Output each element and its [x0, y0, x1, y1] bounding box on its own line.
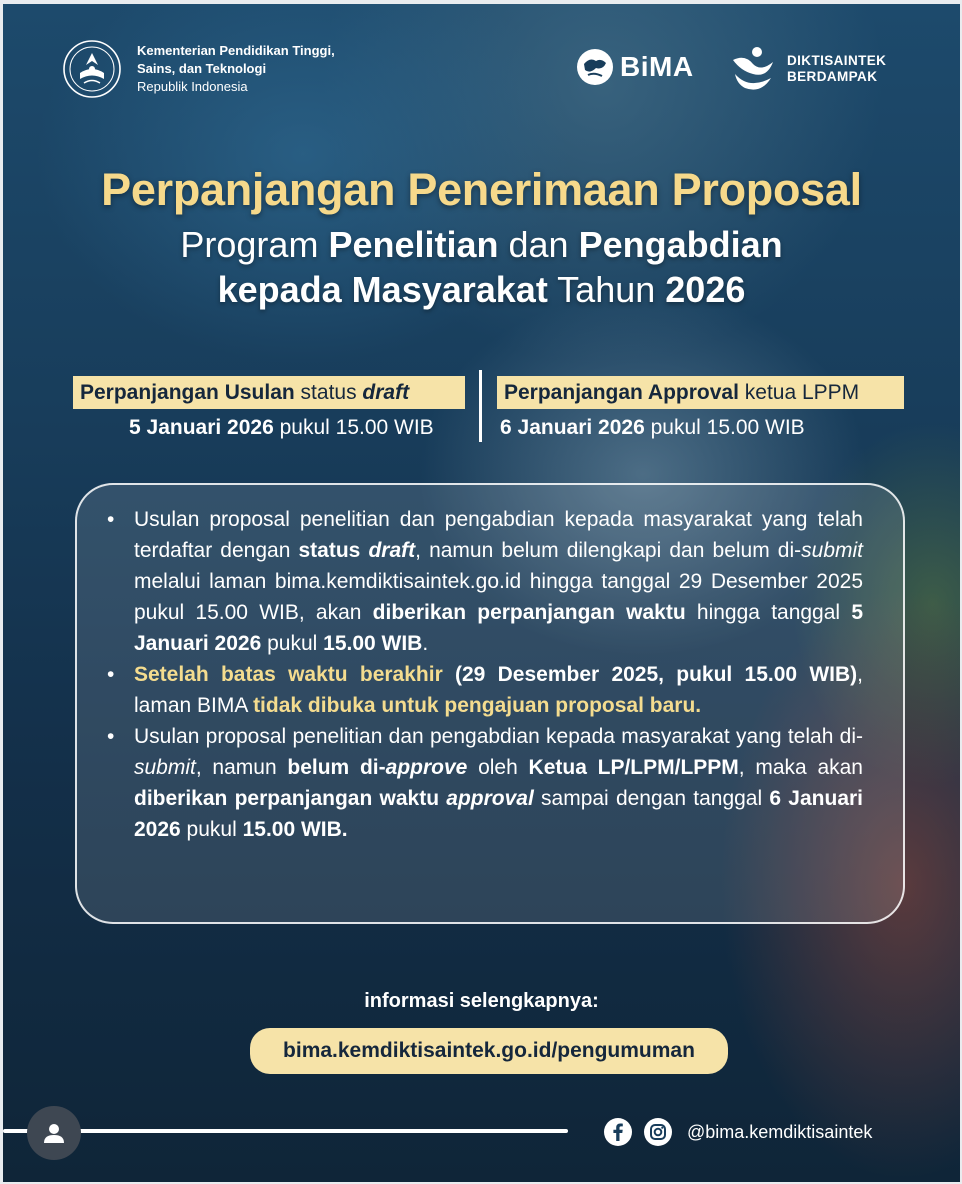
- more-info-label: informasi selengkapnya:: [364, 990, 599, 1012]
- b3-text-6: pukul: [180, 818, 243, 841]
- dikti-line-1: DIKTISAINTEK: [787, 53, 887, 68]
- sub1-c: dan: [498, 224, 579, 265]
- ministry-line-2: Sains, dan Teknologi: [137, 61, 267, 76]
- b3-text-3: oleh: [467, 756, 529, 779]
- globe-icon: [576, 48, 614, 86]
- sub1-d: Pengabdian: [578, 224, 783, 265]
- bima-logo: [576, 48, 694, 86]
- b1-time: 15.00 WIB: [323, 632, 423, 655]
- usulan-date-normal: pukul 15.00 WIB: [273, 416, 434, 439]
- social-handle[interactable]: @bima.kemdiktisaintek: [687, 1121, 873, 1142]
- usulan-extension-date: [129, 416, 434, 440]
- user-profile-button[interactable]: [27, 1106, 81, 1160]
- b3-ketua: Ketua LP/LPM/LPPM: [528, 756, 739, 779]
- usulan-date-bold: 5 Januari 2026: [129, 416, 274, 439]
- sub2-b: Tahun: [547, 269, 666, 310]
- page-title: Perpanjangan Penerimaan Proposal: [101, 164, 862, 215]
- ministry-line-3: Republik Indonesia: [137, 79, 248, 94]
- tut-wuri-handayani-emblem-icon: [62, 39, 122, 99]
- diktisaintek-logo: [727, 44, 886, 94]
- user-icon: [43, 1122, 65, 1144]
- vertical-divider: [479, 370, 482, 442]
- b1-text-5: pukul: [261, 632, 324, 655]
- instagram-icon[interactable]: [643, 1117, 673, 1147]
- b1-submit: submit: [801, 539, 864, 562]
- ministry-name: [137, 42, 335, 96]
- facebook-icon[interactable]: [603, 1117, 633, 1147]
- b2-text: , laman BIMA: [134, 663, 864, 717]
- usulan-label-bold: Perpanjangan Usulan: [80, 381, 295, 404]
- sub1-a: Program: [180, 224, 329, 265]
- video-progress-bar[interactable]: [3, 1129, 568, 1133]
- b1-draft: draft: [368, 539, 416, 562]
- approval-label-bold: Perpanjangan Approval: [504, 381, 739, 404]
- b1-period: .: [422, 632, 429, 655]
- announcement-poster: [3, 4, 960, 1182]
- approval-date-normal: pukul 15.00 WIB: [644, 416, 805, 439]
- ministry-line-1: Kementerian Pendidikan Tinggi,: [137, 43, 335, 58]
- diktisaintek-text: [787, 53, 886, 85]
- bullet-item-2: [107, 659, 863, 721]
- usulan-label-normal: status: [294, 381, 363, 404]
- bima-brand-text: BiMA: [620, 51, 694, 82]
- dikti-line-2: BERDAMPAK: [787, 69, 878, 84]
- subtitle-line-1: [3, 224, 960, 266]
- approval-label-normal: ketua LPPM: [738, 381, 860, 404]
- b3-submit: submit: [134, 756, 196, 779]
- info-bullets: [107, 504, 863, 845]
- b3-date: 6 Januari 2026: [134, 787, 863, 841]
- sub2-a: kepada Masyarakat: [217, 269, 548, 310]
- b3-time: 15.00 WIB.: [242, 818, 348, 841]
- b3-text: Usulan proposal penelitian dan pengabdian kepada masyarakat yang telah di-: [134, 725, 863, 748]
- b1-text-3: melalui laman bima.kemdiktisaintek.go.id hingga tanggal 29 Desember 2025 pukul 15.00 WIB, akan: [134, 570, 863, 624]
- b1-text-2: , namun belum dilengkapi dan belum di-: [415, 539, 802, 562]
- subtitle-line-2: [3, 269, 960, 311]
- sub2-c: 2026: [665, 269, 746, 310]
- b3-extension: diberikan perpanjangan waktu: [134, 787, 447, 810]
- b1-text: Usulan proposal penelitian dan pengabdian kepada masyarakat yang telah terdaftar dengan: [134, 508, 863, 562]
- bullet-item-3: [107, 721, 863, 845]
- b3-text-4: , maka akan: [738, 756, 863, 779]
- approval-extension-label: [497, 376, 904, 409]
- approval-extension-date: [500, 416, 805, 440]
- b2-closed: tidak dibuka untuk pengajuan proposal baru.: [253, 694, 702, 717]
- diktisaintek-swoosh-icon: [727, 44, 779, 94]
- approval-date-bold: 6 Januari 2026: [500, 416, 645, 439]
- b3-text-2: , namun: [195, 756, 288, 779]
- b1-date: 5 Januari 2026: [134, 601, 863, 655]
- b2-date: (29 Desember 2025, pukul 15.00 WIB): [442, 663, 858, 686]
- b1-status: status: [298, 539, 369, 562]
- social-links: [603, 1117, 872, 1147]
- sub1-b: Penelitian: [328, 224, 499, 265]
- b1-text-4: hingga tanggal: [685, 601, 852, 624]
- announcement-url[interactable]: bima.kemdiktisaintek.go.id/pengumuman: [250, 1028, 728, 1074]
- b3-approve: approve: [385, 756, 468, 779]
- b1-extension: diberikan perpanjangan waktu: [372, 601, 686, 624]
- b3-not: belum di-: [287, 756, 386, 779]
- bullet-item-1: [107, 504, 863, 659]
- b3-approval: approval: [446, 787, 534, 810]
- b2-deadline: Setelah batas waktu berakhir: [134, 663, 443, 686]
- usulan-extension-label: [73, 376, 465, 409]
- usulan-label-italic: draft: [362, 381, 410, 404]
- b3-text-5: sampai dengan tanggal: [533, 787, 770, 810]
